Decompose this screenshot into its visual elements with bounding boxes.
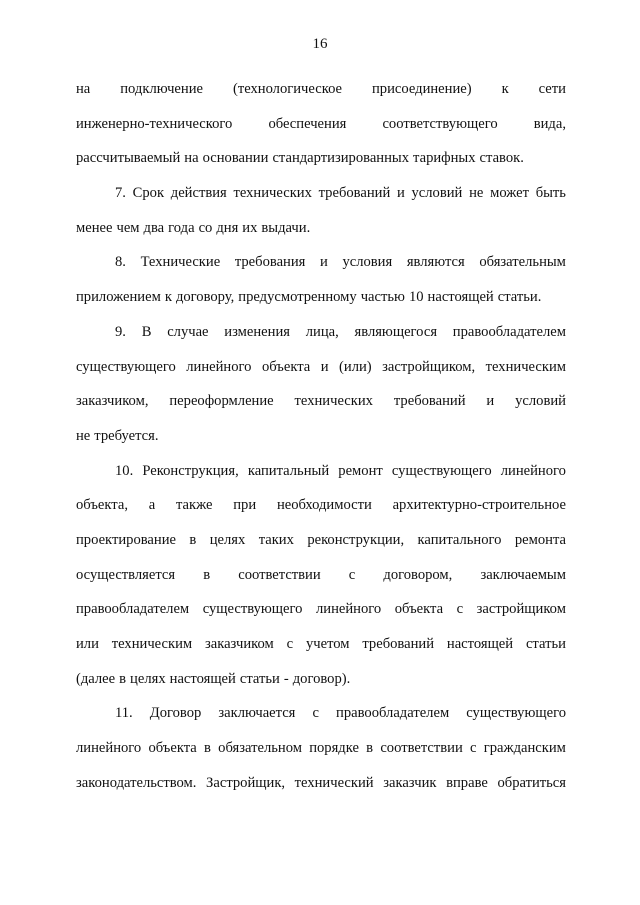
text-word: техническим [485, 358, 566, 375]
text-word: требований [362, 636, 435, 652]
text-line [76, 696, 566, 731]
text-word: техническим [111, 636, 193, 652]
text-word: линейного [76, 740, 142, 757]
text-line [76, 662, 566, 697]
text-word: изменения [224, 323, 290, 340]
text-word: и [320, 358, 329, 375]
text-word: при [233, 497, 257, 514]
text-word: технических [233, 185, 312, 202]
text-line [76, 731, 566, 766]
text-word: существующего [391, 462, 492, 479]
text-word: являющегося [354, 323, 438, 340]
text-word: и [320, 254, 328, 271]
text-word: существующего [466, 705, 566, 722]
text-line [76, 176, 566, 211]
text-word: ремонта [514, 531, 566, 548]
text-word: обеспечения [268, 115, 347, 132]
text-line [76, 211, 566, 246]
text-word: и [486, 393, 495, 410]
text-word: правообладателем [76, 601, 190, 618]
text-word: соответствующего [382, 115, 498, 132]
text-word: капитальный [247, 462, 330, 479]
text-word: требования [234, 254, 306, 271]
text-line [76, 523, 566, 558]
text-word: основании [202, 150, 269, 167]
text-word: два [143, 219, 165, 236]
text-word: вида, [533, 115, 566, 132]
text-word: существующего [76, 358, 176, 375]
text-word: обязательном [218, 740, 302, 757]
text-word: вправе [446, 774, 488, 791]
text-word: к [164, 289, 172, 306]
text-word: (далее [76, 670, 116, 687]
text-word: частью [360, 289, 405, 306]
text-word: года [168, 219, 195, 236]
text-word: заключаемым [480, 566, 566, 583]
text-word: необходимости [276, 497, 372, 514]
text-word: заключается [218, 705, 296, 722]
text-word: капитального [417, 531, 502, 548]
text-word: осуществляется [76, 566, 176, 583]
text-word: случае [167, 323, 209, 340]
text-word: таких [258, 531, 294, 548]
text-word: договором, [383, 566, 453, 583]
text-word: (или) [339, 358, 372, 375]
text-word: договору, [175, 289, 235, 306]
text-word: объекта [148, 740, 197, 757]
text-word: 10. [115, 462, 134, 479]
text-word: законодательством. [76, 774, 197, 791]
text-word: настоящей [446, 636, 514, 652]
text-word: Договор [149, 705, 202, 722]
text-word: лица, [305, 323, 339, 340]
text-word: гражданским [483, 740, 566, 757]
text-word: объекта [394, 601, 444, 618]
text-word: Застройщик, [206, 774, 286, 791]
text-word: линейного [500, 462, 566, 479]
text-word: настоящей [427, 289, 494, 306]
text-word: со [198, 219, 213, 236]
text-word: тарифных [413, 150, 476, 167]
text-word: быть [535, 185, 566, 202]
text-word: технический [294, 774, 374, 791]
text-word: Реконструкция, [142, 462, 239, 479]
text-line [76, 315, 566, 350]
text-word: соответствии [238, 566, 321, 583]
document-body [76, 72, 566, 800]
text-word: договор). [292, 670, 351, 687]
text-line [76, 592, 566, 627]
text-word: Технические [140, 254, 221, 271]
text-line [76, 454, 566, 489]
text-word: а [148, 497, 156, 514]
text-word: объекта [261, 358, 311, 375]
text-word: линейного [186, 358, 252, 375]
text-word: статьи [239, 670, 280, 687]
text-word: требований [318, 185, 391, 202]
text-word: застройщиком [476, 601, 566, 618]
text-word: с [286, 636, 294, 652]
text-word: с [470, 740, 477, 757]
text-word: являются [406, 254, 465, 271]
text-word: на [184, 150, 199, 167]
text-word: не [469, 185, 484, 202]
text-line [76, 107, 566, 142]
text-word: переоформление [169, 393, 274, 410]
text-line [76, 72, 566, 107]
text-word: присоединение) [371, 81, 472, 97]
text-word: предусмотренному [238, 289, 357, 306]
text-word: действия [170, 185, 227, 202]
text-word: приложением [76, 289, 161, 306]
text-word: в [119, 670, 127, 687]
text-word: ставок. [479, 150, 524, 167]
text-line [76, 627, 566, 662]
text-word: 11. [115, 705, 133, 722]
text-word: к [501, 81, 509, 97]
text-word: правообладателем [336, 705, 450, 722]
text-word: статьи. [497, 289, 542, 306]
text-word: сети [538, 81, 566, 97]
text-word: заказчиком, [76, 393, 149, 410]
text-word: обратиться [497, 774, 566, 791]
text-word: статьи [525, 636, 566, 652]
text-word: целях [209, 531, 246, 548]
text-word: настоящей [169, 670, 236, 687]
text-word: не [76, 427, 91, 444]
text-word: в [366, 740, 374, 757]
text-word: объекта, [76, 497, 128, 514]
text-word: 7. [115, 185, 126, 202]
text-word: обязательным [479, 254, 566, 271]
text-word: также [175, 497, 213, 514]
text-line [76, 766, 566, 801]
text-word: условий [411, 185, 463, 202]
text-word: требований [393, 393, 466, 410]
text-word: учетом [305, 636, 350, 652]
text-word: существующего [202, 601, 303, 618]
text-word: требуется. [94, 427, 159, 444]
text-word: с [312, 705, 319, 722]
text-word: менее [76, 219, 113, 236]
text-word: - [283, 670, 289, 687]
text-word: стандартизированных [272, 150, 410, 167]
text-word: правообладателем [452, 323, 566, 340]
text-word: (технологическое [232, 81, 343, 97]
text-word: или [76, 636, 99, 652]
text-word: застройщиком, [382, 358, 476, 375]
text-word: в [203, 566, 211, 583]
text-line [76, 141, 566, 176]
text-line [76, 384, 566, 419]
text-word: соответствии [380, 740, 463, 757]
text-word: условия [342, 254, 393, 271]
text-word: может [490, 185, 529, 202]
text-line [76, 419, 566, 454]
text-word: 8. [115, 254, 126, 271]
text-word: рассчитываемый [76, 150, 181, 167]
text-line [76, 280, 566, 315]
text-word: в [204, 740, 211, 757]
text-word: В [141, 323, 152, 340]
text-word: условий [515, 393, 566, 410]
text-word: чем [116, 219, 140, 236]
text-word: дня [216, 219, 239, 236]
text-word: на [76, 81, 91, 97]
text-line [76, 350, 566, 385]
text-line [76, 558, 566, 593]
text-word: их [242, 219, 258, 236]
text-word: 10 [408, 289, 424, 306]
text-word: подключение [120, 81, 203, 97]
text-word: инженерно-технического [76, 115, 233, 132]
text-word: заказчиком [204, 636, 274, 652]
text-word: с [348, 566, 356, 583]
text-word: выдачи. [261, 219, 311, 236]
text-word: порядке [309, 740, 359, 757]
text-line [76, 245, 566, 280]
text-word: заказчик [383, 774, 437, 791]
text-word: линейного [315, 601, 382, 618]
text-word: ремонт [338, 462, 383, 479]
text-word: и [396, 185, 405, 202]
text-line [76, 488, 566, 523]
text-word: целях [130, 670, 166, 687]
text-word: реконструкции, [307, 531, 405, 548]
text-word: с [456, 601, 464, 618]
page-number: 16 [312, 36, 328, 52]
text-word: проектирование [76, 531, 177, 548]
text-word: 9. [115, 323, 126, 340]
text-word: Срок [132, 185, 165, 202]
text-word: архитектурно-строительное [392, 497, 566, 514]
text-word: в [189, 531, 197, 548]
text-word: технических [294, 393, 373, 410]
